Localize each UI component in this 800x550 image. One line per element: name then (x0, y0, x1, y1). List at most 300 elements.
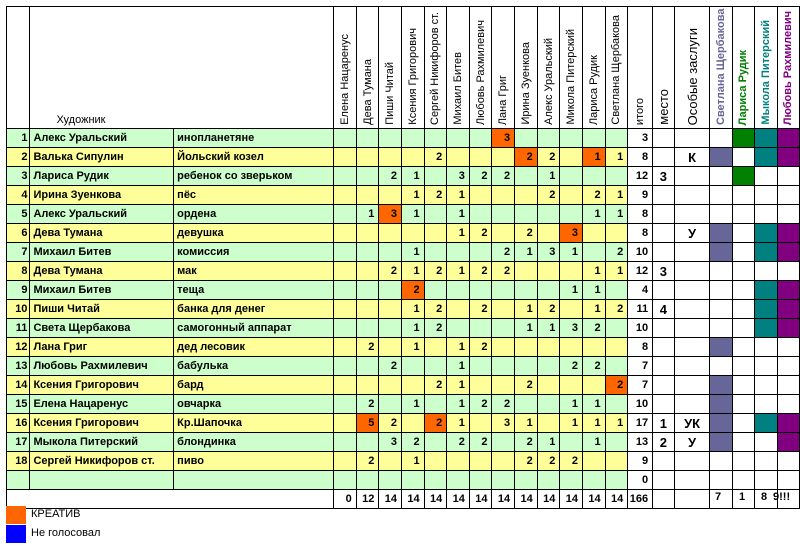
jury-cell (710, 452, 732, 471)
vote-cell (356, 300, 379, 319)
row-total: 7 (628, 376, 653, 395)
row-merit (674, 205, 710, 224)
vote-cell (492, 224, 515, 243)
vote-cell: 1 (401, 167, 424, 186)
vote-cell: 2 (469, 433, 492, 452)
row-artist: Михаил Битев (30, 243, 174, 262)
vote-cell: 1 (401, 338, 424, 357)
row-merit (674, 186, 710, 205)
vote-cell (560, 433, 583, 452)
vote-cell (356, 376, 379, 395)
vote-cell: 1 (447, 205, 470, 224)
jury-cell (755, 129, 777, 148)
jury-cell (777, 129, 799, 148)
row-title: комиссия (174, 243, 334, 262)
header-jury (710, 7, 732, 129)
header-voter (492, 7, 515, 129)
vote-cell: 3 (379, 433, 402, 452)
header-voter-label: Пиши Читай (384, 62, 397, 125)
row-title: теща (174, 281, 334, 300)
vote-cell: 2 (424, 376, 447, 395)
header-voter-label: Дева Тумана (361, 59, 374, 125)
header-voter (469, 7, 492, 129)
creative-legend-label: КРЕАТИВ (31, 508, 81, 520)
vote-cell (356, 186, 379, 205)
vote-cell (334, 281, 356, 300)
vote-cell (469, 357, 492, 376)
jury-cell (732, 129, 754, 148)
vote-cell (469, 414, 492, 433)
row-total: 10 (628, 395, 653, 414)
row-artist: Алекс Уральский (30, 205, 174, 224)
row-title: ребенок со зверьком (174, 167, 334, 186)
row-merit: К (674, 148, 710, 167)
vote-cell: 1 (356, 205, 379, 224)
table-row (7, 167, 800, 186)
vote-cell (356, 224, 379, 243)
jury-cell (732, 281, 754, 300)
jury-cell (755, 414, 777, 433)
vote-cell: 1 (447, 376, 470, 395)
row-artist: Дева Тумана (30, 224, 174, 243)
jury-cell (777, 167, 799, 186)
header-voter (447, 7, 470, 129)
voter-total: 14 (401, 490, 424, 509)
jury-cell (755, 243, 777, 262)
row-title: самогонный аппарат (174, 319, 334, 338)
table-row (7, 433, 800, 452)
row-number: 15 (7, 395, 30, 414)
vote-cell (560, 186, 583, 205)
vote-cell: 3 (492, 129, 515, 148)
vote-cell (605, 433, 628, 452)
header-voter-label: Михаил Битев (452, 52, 465, 125)
header-voter (537, 7, 560, 129)
header-voter-label: Микола Питерский (565, 29, 578, 125)
vote-cell: 2 (379, 414, 402, 433)
vote-cell (537, 395, 560, 414)
table-row (7, 148, 800, 167)
vote-cell: 2 (515, 433, 538, 452)
row-artist: Валька Сипулин (30, 148, 174, 167)
jury-cell (732, 433, 754, 452)
row-title: ордена (174, 205, 334, 224)
row-total: 8 (628, 224, 653, 243)
vote-cell (379, 471, 402, 490)
vote-cell (379, 300, 402, 319)
vote-cell: 2 (379, 357, 402, 376)
vote-cell: 1 (582, 262, 605, 281)
header-voter-label: Лариса Рудик (587, 54, 600, 125)
vote-cell (605, 452, 628, 471)
row-total: 8 (628, 148, 653, 167)
jury-count: 1 (739, 491, 746, 503)
vote-cell (560, 471, 583, 490)
vote-cell: 2 (537, 452, 560, 471)
row-total: 4 (628, 281, 653, 300)
jury-cell (710, 395, 732, 414)
vote-cell: 2 (469, 395, 492, 414)
vote-cell (356, 243, 379, 262)
jury-cell (732, 338, 754, 357)
vote-cell (424, 395, 447, 414)
header-jury-label: Лариса Рудик (737, 49, 750, 125)
vote-cell: 2 (515, 452, 538, 471)
vote-cell: 2 (424, 300, 447, 319)
table-row (7, 414, 800, 433)
vote-cell: 1 (582, 395, 605, 414)
jury-cell (755, 281, 777, 300)
vote-cell: 2 (560, 357, 583, 376)
jury-count: 9!!! (773, 491, 791, 503)
vote-cell: 3 (560, 319, 583, 338)
vote-cell (560, 262, 583, 281)
jury-count: 7 (715, 491, 722, 503)
row-artist: Ирина Зуенкова (30, 186, 174, 205)
vote-cell: 2 (537, 148, 560, 167)
header-voter (515, 7, 538, 129)
row-merit (674, 395, 710, 414)
vote-cell: 1 (537, 167, 560, 186)
row-merit: У (674, 224, 710, 243)
row-artist: Алекс Уральский (30, 129, 174, 148)
vote-cell (515, 186, 538, 205)
vote-cell: 1 (537, 433, 560, 452)
vote-cell: 2 (605, 376, 628, 395)
header-voter (560, 7, 583, 129)
jury-cell (732, 395, 754, 414)
vote-cell: 2 (605, 243, 628, 262)
vote-cell (334, 262, 356, 281)
vote-cell (582, 452, 605, 471)
vote-cell (605, 357, 628, 376)
vote-cell: 2 (492, 167, 515, 186)
row-total: 17 (628, 414, 653, 433)
vote-cell (492, 300, 515, 319)
vote-cell (537, 224, 560, 243)
jury-cell (755, 395, 777, 414)
totals-spacer (7, 490, 334, 509)
vote-cell (334, 300, 356, 319)
jury-cell (710, 338, 732, 357)
row-number: 7 (7, 243, 30, 262)
header-index (7, 7, 30, 129)
jury-cell (755, 205, 777, 224)
table-row (7, 471, 800, 490)
row-merit (674, 281, 710, 300)
row-place: 1 (653, 414, 675, 433)
row-artist (30, 471, 174, 490)
vote-cell: 1 (401, 300, 424, 319)
vote-cell: 2 (492, 262, 515, 281)
vote-cell (537, 129, 560, 148)
vote-cell: 2 (560, 452, 583, 471)
vote-cell (515, 338, 538, 357)
voter-total: 14 (537, 490, 560, 509)
jury-cell (777, 281, 799, 300)
jury-cell (732, 357, 754, 376)
vote-cell: 2 (582, 186, 605, 205)
vote-cell (334, 357, 356, 376)
row-number: 4 (7, 186, 30, 205)
table-row (7, 376, 800, 395)
jury-cell (710, 281, 732, 300)
vote-cell (447, 319, 470, 338)
vote-cell: 1 (582, 433, 605, 452)
vote-cell: 2 (469, 300, 492, 319)
row-total: 10 (628, 243, 653, 262)
vote-cell (469, 186, 492, 205)
header-jury (777, 7, 799, 129)
vote-cell (469, 471, 492, 490)
vote-cell (469, 376, 492, 395)
header-jury-label: Любовь Рахмилевич (782, 10, 795, 125)
vote-cell: 2 (356, 338, 379, 357)
row-place (653, 357, 675, 376)
row-title: девушка (174, 224, 334, 243)
row-place (653, 281, 675, 300)
vote-cell (515, 205, 538, 224)
vote-cell (605, 281, 628, 300)
vote-cell (424, 357, 447, 376)
vote-cell (424, 471, 447, 490)
vote-cell (447, 452, 470, 471)
vote-cell (379, 452, 402, 471)
table-row (7, 186, 800, 205)
row-number: 12 (7, 338, 30, 357)
vote-cell: 2 (424, 186, 447, 205)
jury-cell (755, 300, 777, 319)
row-merit: У (674, 433, 710, 452)
vote-cell (447, 471, 470, 490)
vote-cell (379, 395, 402, 414)
vote-cell (537, 338, 560, 357)
row-merit (674, 357, 710, 376)
vote-cell (582, 224, 605, 243)
row-place (653, 186, 675, 205)
vote-cell (379, 224, 402, 243)
vote-cell (492, 186, 515, 205)
vote-cell: 1 (447, 395, 470, 414)
row-total: 0 (628, 471, 653, 490)
row-merit (674, 452, 710, 471)
vote-cell (515, 167, 538, 186)
row-total: 7 (628, 357, 653, 376)
row-place: 3 (653, 167, 675, 186)
vote-cell: 1 (560, 395, 583, 414)
vote-cell (492, 357, 515, 376)
vote-cell (560, 338, 583, 357)
vote-cell: 1 (560, 243, 583, 262)
vote-cell (492, 205, 515, 224)
jury-cell (732, 471, 754, 490)
row-number: 2 (7, 148, 30, 167)
jury-cell (755, 357, 777, 376)
vote-cell (492, 452, 515, 471)
vote-cell (560, 376, 583, 395)
row-merit (674, 376, 710, 395)
row-number: 3 (7, 167, 30, 186)
vote-cell: 2 (469, 262, 492, 281)
header-jury-label: Светлана Щербакова (715, 8, 728, 125)
vote-cell: 2 (582, 357, 605, 376)
vote-cell (334, 167, 356, 186)
vote-cell (492, 319, 515, 338)
vote-cell (334, 186, 356, 205)
header-place-label: место (655, 89, 671, 125)
vote-cell (582, 129, 605, 148)
row-number: 13 (7, 357, 30, 376)
jury-cell (710, 186, 732, 205)
header-total-label: итого (634, 97, 647, 125)
jury-cell (777, 262, 799, 281)
row-artist: Света Щербакова (30, 319, 174, 338)
vote-cell (334, 376, 356, 395)
row-number: 17 (7, 433, 30, 452)
row-title: блондинка (174, 433, 334, 452)
vote-cell (424, 243, 447, 262)
header-voter (356, 7, 379, 129)
vote-cell (469, 129, 492, 148)
jury-cell (710, 224, 732, 243)
jury-cell (710, 319, 732, 338)
vote-cell (560, 300, 583, 319)
vote-cell (424, 167, 447, 186)
vote-cell (356, 357, 379, 376)
header-voter-label: Светлана Щербакова (610, 15, 623, 125)
totals-row (7, 490, 800, 509)
vote-cell (334, 433, 356, 452)
jury-cell (755, 338, 777, 357)
vote-cell (605, 129, 628, 148)
vote-cell (401, 224, 424, 243)
row-title: Йольский козел (174, 148, 334, 167)
vote-cell: 2 (424, 148, 447, 167)
vote-cell (515, 262, 538, 281)
vote-cell: 3 (447, 167, 470, 186)
row-place (653, 224, 675, 243)
jury-cell (710, 433, 732, 452)
vote-cell: 3 (560, 224, 583, 243)
vote-cell: 3 (492, 414, 515, 433)
jury-cell (777, 148, 799, 167)
row-merit (674, 319, 710, 338)
vote-cell (537, 357, 560, 376)
vote-cell (560, 205, 583, 224)
row-artist: Елена Нацаренус (30, 395, 174, 414)
vote-cell: 2 (379, 167, 402, 186)
jury-cell (710, 243, 732, 262)
vote-cell (379, 338, 402, 357)
table-row (7, 205, 800, 224)
row-place: 4 (653, 300, 675, 319)
vote-cell: 1 (401, 319, 424, 338)
vote-cell (515, 129, 538, 148)
row-number: 1 (7, 129, 30, 148)
jury-cell (755, 224, 777, 243)
header-voter-label: Лана Григ (497, 74, 510, 125)
header-voter (334, 7, 356, 129)
header-voter-label: Ксения Григорович (406, 28, 419, 125)
row-merit (674, 300, 710, 319)
table-row (7, 395, 800, 414)
vote-cell (356, 148, 379, 167)
jury-cell (710, 357, 732, 376)
jury-cell (732, 243, 754, 262)
vote-cell (379, 129, 402, 148)
jury-cell (710, 148, 732, 167)
row-number: 16 (7, 414, 30, 433)
header-voter-label: Ирина Зуенкова (519, 42, 532, 125)
row-place (653, 243, 675, 262)
vote-cell (492, 376, 515, 395)
vote-cell (401, 129, 424, 148)
vote-cell: 1 (605, 205, 628, 224)
jury-cell (777, 205, 799, 224)
vote-cell: 2 (469, 338, 492, 357)
table-row (7, 262, 800, 281)
vote-cell (582, 376, 605, 395)
vote-cell (379, 148, 402, 167)
jury-cell (710, 262, 732, 281)
vote-cell: 1 (515, 319, 538, 338)
row-number: 11 (7, 319, 30, 338)
row-artist: Пиши Читай (30, 300, 174, 319)
voter-total: 14 (492, 490, 515, 509)
vote-cell (537, 414, 560, 433)
vote-cell: 2 (515, 148, 538, 167)
vote-cell: 2 (447, 433, 470, 452)
vote-cell: 1 (447, 414, 470, 433)
vote-cell: 2 (379, 262, 402, 281)
row-title: пиво (174, 452, 334, 471)
vote-cell (356, 167, 379, 186)
voter-total: 14 (582, 490, 605, 509)
vote-cell: 1 (515, 414, 538, 433)
vote-cell (537, 471, 560, 490)
row-place (653, 338, 675, 357)
vote-cell (492, 338, 515, 357)
vote-cell: 2 (356, 395, 379, 414)
vote-cell: 1 (515, 243, 538, 262)
vote-cell (424, 281, 447, 300)
vote-cell: 1 (447, 186, 470, 205)
vote-cell (537, 262, 560, 281)
totals-place (653, 490, 675, 509)
header-voter (401, 7, 424, 129)
vote-cell (356, 281, 379, 300)
row-number: 14 (7, 376, 30, 395)
table-row (7, 338, 800, 357)
row-place (653, 452, 675, 471)
vote-cell (334, 414, 356, 433)
header-jury-label: Мыкола Питерский (759, 20, 772, 125)
vote-cell (492, 433, 515, 452)
vote-cell: 1 (605, 414, 628, 433)
vote-cell (379, 376, 402, 395)
row-title: овчарка (174, 395, 334, 414)
vote-cell: 1 (515, 300, 538, 319)
vote-cell: 2 (492, 243, 515, 262)
header-voter-label: Сергей Никифоров ст. (429, 12, 442, 125)
vote-cell (492, 148, 515, 167)
voter-total: 14 (515, 490, 538, 509)
vote-cell: 2 (401, 433, 424, 452)
jury-cell (777, 471, 799, 490)
vote-cell (401, 376, 424, 395)
vote-cell (334, 395, 356, 414)
jury-cell (710, 414, 732, 433)
